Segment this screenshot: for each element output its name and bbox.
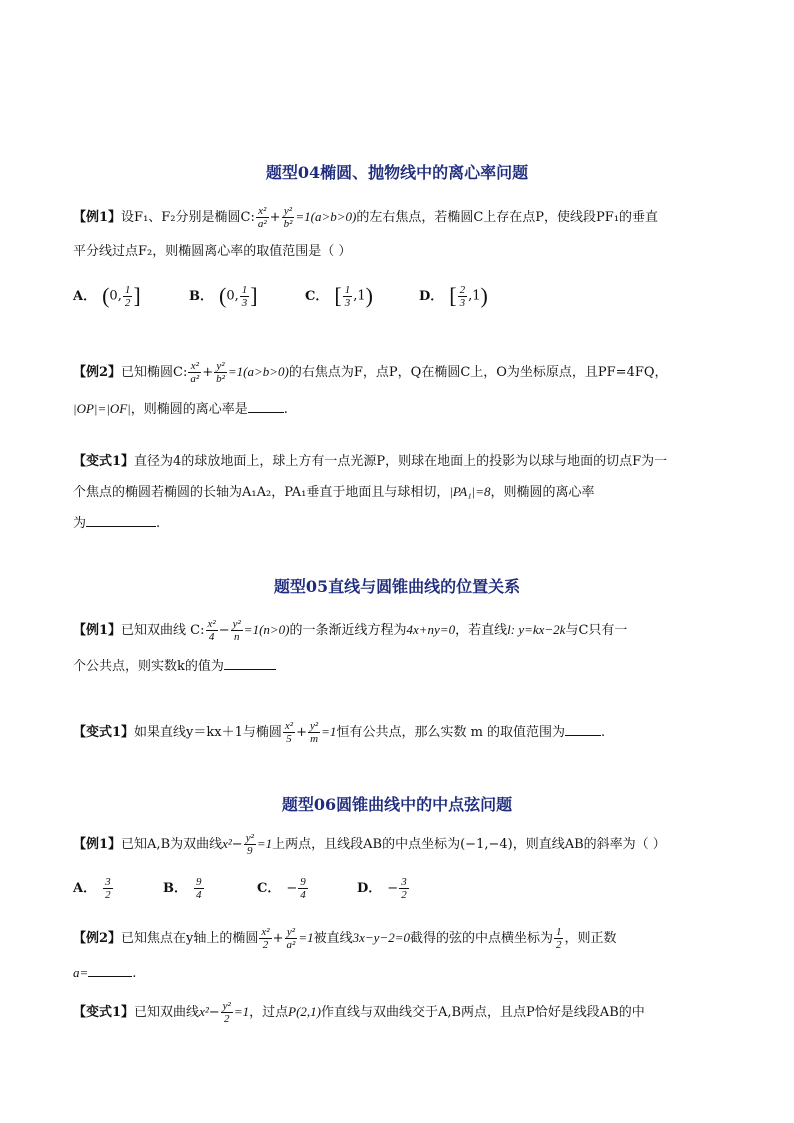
answer-blank [88,962,132,977]
variant-1-line-3: 为 . [73,512,733,534]
option-c: C． [ $\frac{1}{3}$ ,1) [305,283,373,309]
fraction: $\frac{\text{x²}}{4}$ [207,618,216,643]
fraction: $\frac{\text{y²}}{\text{b²}}$ [283,205,293,230]
s2-example-1-line-2: 个公共点，则实数k的值为 [73,655,733,677]
variant-1-line-2: 个焦点的椭圆若椭圆的长轴为A₁A₂，PA₁垂直于地面且与球相切，|PA₁|=8，则椭圆的离心率 [73,484,595,500]
answer-blank [224,655,276,670]
fraction: $\frac{\text{x²}}{\text{a²}}$ [190,360,200,385]
option-b: B． (0, $\frac{1}{3}$ ] [189,283,258,309]
answer-blank [248,398,284,413]
fraction: $\frac{\text{y²}}{n}$ [232,618,241,643]
variant-1-line-1: 【变式1】直径为4的球放地面上，球上方有一点光源P，则球在地面上的投影为以球与地面的切点F为一 [73,454,668,469]
ex1-text-a: 设F₁、F₂分别是椭圆C: [121,210,255,225]
option-a: A． $\frac{3}{2}$ [73,876,111,901]
s3-example-2-line-2: a= . [73,962,733,984]
option-a: A． (0, $\frac{1}{2}$ ] [73,283,141,309]
example-1-line-2: 平分线过点F₂，则椭圆离心率的取值范围是（ ） [73,244,352,259]
fraction: $\frac{1}{2}$ [555,926,562,951]
s2-variant-1: 【变式1】如果直线y＝kx＋1与椭圆 $\frac{\text{x²}}{5}$ + $\frac{\text{y²}}{m}$ =1恒有公共点，那么实数 m 的取值范围为 . [73,720,606,745]
fraction: $\frac{\text{x²}}{5}$ [284,720,294,745]
fraction: $\frac{\text{y²}}{\text{a²}}$ [286,926,296,951]
ex1-text-b: 的左右焦点，若椭圆C上存在点P，使线段PF₁的垂直 [356,210,659,225]
option-c: C． − $\frac{9}{4}$ [257,876,306,901]
example-tag: 【例1】 [73,210,122,225]
example-1-line-1: 【例1】设F₁、F₂分别是椭圆C: $\frac{\text{x²}}{\text{a²}}$ + $\frac{\text{y²}}{\text{b²}}$ =1(a>b>0)的左右焦点，若椭圆C上存在点P，使线段PF₁的垂直 [73,205,659,230]
example-2-line-1: 【例2】已知椭圆C: $\frac{\text{x²}}{\text{a²}}$ + $\frac{\text{y²}}{\text{b²}}$ =1(a>b>0)的右焦点为F，点P，Q在椭圆C上，O为坐标原点，且PF=4FQ， [73,360,668,385]
ex1-cond: =1(a>b>0) [295,209,357,224]
answer-blank [565,721,601,736]
section-title-04: 题型04椭圆、抛物线中的离心率问题 [265,163,529,182]
section-title-06: 题型06圆锥曲线中的中点弦问题 [281,795,513,814]
fraction: $\frac{\text{y²}}{2}$ [222,1000,231,1025]
fraction: $\frac{\text{x²}}{\text{a²}}$ [257,205,267,230]
s3-variant-1: 【变式1】已知双曲线x²− $\frac{\text{y²}}{2}$ =1，过点P(2,1)作直线与双曲线交于A,B两点，且点P恰好是线段AB的中 [73,1000,645,1025]
example-2-line-2: |OP|=|OF|，则椭圆的离心率是 . [73,398,733,420]
fraction: $\frac{\text{y²}}{\text{b²}}$ [216,360,225,385]
fraction: $\frac{\text{x²}}{2}$ [261,926,270,951]
section-title-05: 题型05直线与圆锥曲线的位置关系 [273,577,521,596]
s3-example-2-line-1: 【例2】已知焦点在y轴上的椭圆 $\frac{\text{x²}}{2}$ + $\frac{\text{y²}}{\text{a²}}$ =1被直线3x−y−2=0截得的弦的中点横坐标为 $\frac{1}{2}$ ，则正数 [73,926,617,951]
s2-example-1-line-1: 【例1】已知双曲线 C: $\frac{\text{x²}}{4}$ − $\frac{\text{y²}}{n}$ =1(n>0)的一条渐近线方程为4x+ny=0，若直线l: y=kx−2k与C只有一 [73,618,628,643]
s3-example-1: 【例1】已知A,B为双曲线x²− $\frac{\text{y²}}{9}$ =1上两点，且线段AB的中点坐标为(−1,−4)，则直线AB的斜率为（ ） [73,832,666,857]
answer-blank [86,512,156,527]
option-b: B． $\frac{9}{4}$ [163,876,202,901]
fraction: $\frac{\text{y²}}{m}$ [309,720,319,745]
option-d: D． − $\frac{3}{2}$ [357,876,407,901]
fraction: $\frac{\text{y²}}{9}$ [245,832,254,857]
option-d: D． [ $\frac{2}{3}$ ,1) [419,283,488,309]
